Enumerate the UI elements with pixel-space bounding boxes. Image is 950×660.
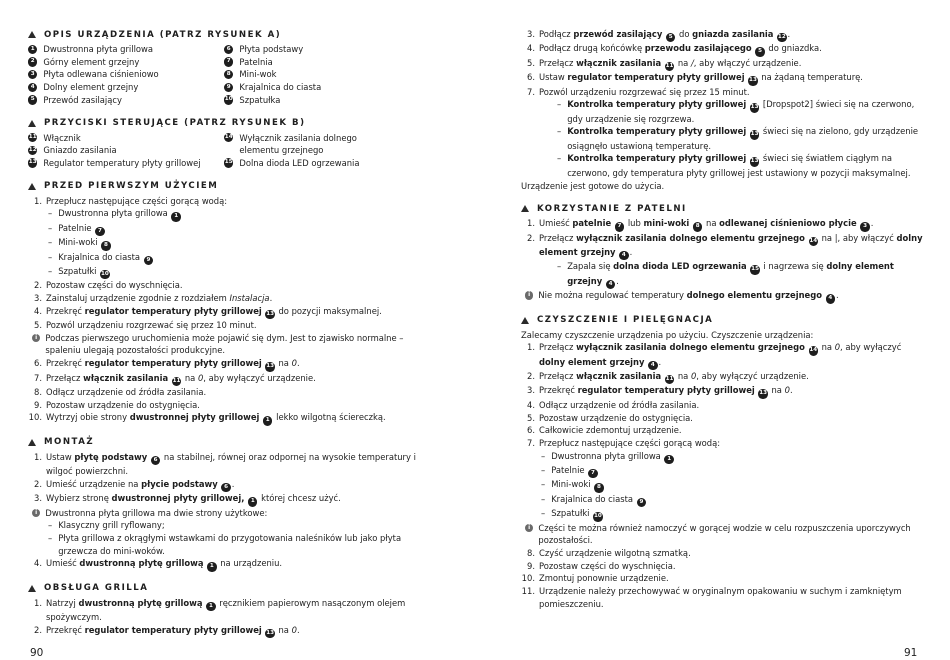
part-item: 9 Krajalnica do ciasta bbox=[224, 81, 424, 94]
parts-list bbox=[28, 43, 428, 107]
section-before-first-use bbox=[28, 180, 428, 426]
part-item: 12 Gniazdo zasilania bbox=[28, 145, 117, 156]
part-number-badge: 7 bbox=[615, 222, 624, 231]
section-assembly bbox=[28, 436, 428, 572]
part-number-badge: 1 bbox=[664, 455, 673, 464]
part-number-badge: 13 bbox=[265, 362, 274, 371]
info-note: i Nie można regulować temperatury dolnego elementu grzejnego 4 . bbox=[521, 289, 926, 303]
part-number-badge: 1 bbox=[263, 416, 272, 425]
part-number-badge: 14 bbox=[809, 237, 818, 246]
part-number-badge: 13 bbox=[758, 389, 767, 398]
list-item: 2. Przekręć regulator temperatury płyty grillowej 13 na 0. bbox=[28, 624, 428, 638]
part-number-badge: 5 bbox=[666, 33, 675, 42]
part-number-badge: 4 bbox=[648, 361, 657, 370]
list-item: 1. Umieść patelnie 7 lub mini-woki 8 na odlewanej ciśnieniowo płycie 3 . bbox=[521, 217, 926, 231]
list-item: 5. Pozostaw urządzenie do ostygnięcia. bbox=[527, 412, 693, 423]
part-number-badge: 7 bbox=[588, 469, 597, 478]
list-item: 1. Przepłucz następujące części gorącą wodą: bbox=[34, 195, 228, 206]
part-number-badge: 8 bbox=[224, 70, 233, 79]
list-item: 4. Podłącz drugą końcówkę przewodu zasilającego 5 do gniazdka. bbox=[521, 42, 926, 56]
list-item: 8. Czyść urządzenie wilgotną szmatką. bbox=[527, 548, 691, 559]
list-item: 5. Przełącz włącznik zasilania 11 na /, aby włączyć urządzenie. bbox=[521, 57, 926, 71]
part-number-badge: 3 bbox=[28, 70, 37, 79]
part-number-badge: 12 bbox=[28, 146, 37, 155]
section-title: KORZYSTANIE Z PATELNI bbox=[537, 203, 687, 214]
section-title: CZYSZCZENIE I PIELĘGNACJA bbox=[537, 315, 714, 326]
list-item: 7. Pozwól urządzeniu rozgrzewać się przez 15 minut. bbox=[527, 86, 750, 97]
list-item: 2. Przełącz włącznik zasilania 11 na 0, aby wyłączyć urządzenie. bbox=[521, 370, 926, 384]
part-number-badge: 1 bbox=[206, 602, 215, 611]
part-item: 3 Płyta odlewana ciśnieniowo bbox=[28, 68, 224, 81]
part-number-badge: 11 bbox=[665, 375, 674, 384]
part-number-badge: 12 bbox=[777, 33, 786, 42]
part-number-badge: 8 bbox=[101, 241, 110, 250]
sub-list-item: – Dwustronna płyta grillowa 1 bbox=[48, 207, 428, 221]
part-number-badge: 6 bbox=[221, 483, 230, 492]
part-number-badge: 2 bbox=[28, 57, 37, 66]
section-description bbox=[28, 28, 428, 107]
part-item: 7 Patelnia bbox=[224, 56, 424, 69]
part-number-badge: 11 bbox=[28, 133, 37, 142]
intro-text: Zalecamy czyszczenie urządzenia po użyciu. Czyszczenie urządzenia: bbox=[521, 329, 814, 340]
sub-list-item: – Dwustronna płyta grillowa 1 bbox=[541, 450, 926, 464]
part-item: 6 Płyta podstawy bbox=[224, 43, 424, 56]
left-page bbox=[28, 28, 428, 648]
right-page bbox=[521, 28, 926, 621]
part-number-badge: 1 bbox=[171, 212, 180, 221]
section-grill-operation bbox=[28, 582, 428, 638]
part-item: 10 Szpatułka bbox=[224, 94, 281, 105]
section-title: OBSŁUGA GRILLA bbox=[44, 583, 149, 594]
part-number-badge: 8 bbox=[594, 483, 603, 492]
part-number-badge: 11 bbox=[172, 377, 181, 386]
part-number-badge: 7 bbox=[224, 57, 233, 66]
section-cleaning bbox=[521, 314, 926, 611]
part-item: 11 Włącznik bbox=[28, 132, 81, 143]
list-item: 3. Podłącz przewód zasilający 5 do gniazda zasilania 12 . bbox=[521, 28, 926, 42]
part-number-badge: 6 bbox=[224, 45, 233, 54]
part-item: 2 Górny element grzejny bbox=[28, 56, 224, 69]
part-item: 5 Przewód zasilający bbox=[28, 94, 224, 107]
part-item: 13 Regulator temperatury płyty grillowej bbox=[28, 157, 201, 168]
list-item: 4. Umieść dwustronną płytę grillową 1 na urządzeniu. bbox=[28, 557, 428, 571]
list-item: 10. Wytrzyj obie strony dwustronnej płyty grillowej 1 lekko wilgotną ściereczką. bbox=[28, 411, 428, 425]
part-number-badge: 10 bbox=[224, 95, 233, 104]
sub-list-item: – Mini-woki 8 bbox=[48, 236, 428, 250]
page-number-left: 90 bbox=[30, 647, 44, 659]
sub-list-item: – Kontrolka temperatury płyty grillowej 13 świeci się światłem ciągłym na czerwono, gdy temperatura płyty grillowej jest ustawiony w pozycji maksymalnej. bbox=[557, 152, 926, 179]
info-note: i Dwustronna płyta grillowa ma dwie strony użytkowe: bbox=[28, 507, 428, 520]
info-icon: i bbox=[32, 334, 40, 342]
section-title: PRZED PIERWSZYM UŻYCIEM bbox=[44, 181, 219, 192]
list-item: 9. Pozostaw części do wyschnięcia. bbox=[527, 560, 676, 571]
list-item: 7. Przełącz włącznik zasilania 11 na 0, aby wyłączyć urządzenie. bbox=[28, 372, 428, 386]
list-item: 10. Zmontuj ponownie urządzenie. bbox=[521, 573, 669, 584]
warning-triangle-icon bbox=[521, 317, 529, 324]
part-item: 14 Wyłącznik zasilania dolnego elementu grzejnego bbox=[224, 132, 357, 156]
warning-triangle-icon bbox=[28, 120, 36, 127]
section-pans bbox=[521, 202, 926, 303]
list-item: 3. Wybierz stronę dwustronnej płyty grillowej, 1 której chcesz użyć. bbox=[28, 492, 428, 506]
part-number-badge: 15 bbox=[224, 158, 233, 167]
part-number-badge: 1 bbox=[28, 45, 37, 54]
part-number-badge: 6 bbox=[151, 456, 160, 465]
part-number-badge: 14 bbox=[809, 346, 818, 355]
ready-text: Urządzenie jest gotowe do użycia. bbox=[521, 180, 665, 191]
page-number-right: 91 bbox=[904, 647, 918, 659]
part-item: 1 Dwustronna płyta grillowa bbox=[28, 43, 224, 56]
list-item: 6. Przekręć regulator temperatury płyty grillowej 13 na 0. bbox=[28, 357, 428, 371]
info-icon: i bbox=[525, 524, 533, 532]
part-number-badge: 9 bbox=[144, 256, 153, 265]
part-number-badge: 8 bbox=[693, 222, 702, 231]
warning-triangle-icon bbox=[28, 183, 36, 190]
part-number-badge: 1 bbox=[248, 497, 257, 506]
part-number-badge: 14 bbox=[224, 133, 233, 142]
part-number-badge: 9 bbox=[637, 498, 646, 507]
section-title: MONTAŻ bbox=[44, 437, 95, 448]
sub-list-item: – Krajalnica do ciasta 9 bbox=[541, 493, 926, 507]
list-item: 2. Przełącz wyłącznik zasilania dolnego elementu grzejnego 14 na |, aby włączyć dolny element grzejny 4 . bbox=[521, 232, 926, 261]
sub-list-item: – Zapala się dolna dioda LED ogrzewania 15 i nagrzewa się dolny element grzejny 4 . bbox=[557, 260, 926, 289]
sub-list-item: – Szpatułki 10 bbox=[48, 265, 428, 279]
part-number-badge: 13 bbox=[750, 157, 759, 166]
warning-triangle-icon bbox=[28, 439, 36, 446]
list-item: 5. Pozwól urządzeniu rozgrzewać się przez 10 minut. bbox=[34, 320, 257, 331]
part-number-badge: 10 bbox=[100, 270, 109, 279]
info-note: i Podczas pierwszego uruchomienia może pojawić się dym. Jest to zjawisko normalne – spaleniu ulegają pozostałości produkcyjne. bbox=[28, 332, 428, 357]
part-number-badge: 1 bbox=[207, 562, 216, 571]
part-number-badge: 3 bbox=[860, 222, 869, 231]
part-number-badge: 4 bbox=[826, 294, 835, 303]
part-number-badge: 13 bbox=[748, 76, 757, 85]
sub-list-item: – Krajalnica do ciasta 9 bbox=[48, 251, 428, 265]
sub-list-item: – Kontrolka temperatury płyty grillowej 13 świeci się na zielono, gdy urządzenie osiągnęło ustawioną temperaturę. bbox=[557, 125, 926, 152]
part-number-badge: 4 bbox=[28, 83, 37, 92]
list-item: 1. Ustaw płytę podstawy 6 na stabilnej, równej oraz odpornej na wysokie temperatury i wilgoć powierzchni. bbox=[34, 451, 416, 477]
part-number-badge: 11 bbox=[665, 62, 674, 71]
list-item: 9. Pozostaw urządzenie do ostygnięcia. bbox=[34, 399, 200, 410]
sub-list-item: – Patelnie 7 bbox=[541, 464, 926, 478]
list-item: 6. Całkowicie zdemontuj urządzenie. bbox=[527, 425, 682, 436]
section-controls bbox=[28, 117, 428, 170]
warning-triangle-icon bbox=[28, 585, 36, 592]
list-item: 8. Odłącz urządzenie od źródła zasilania. bbox=[34, 386, 207, 397]
warning-triangle-icon bbox=[521, 205, 529, 212]
sub-list-item: – Płyta grillowa z okrągłymi wstawkami do przygotowania naleśników lub jako płyta grzewcza do mini-woków. bbox=[48, 532, 428, 557]
sub-list-item: – Klasyczny grill ryflowany; bbox=[48, 519, 428, 532]
list-item: 2. Umieść urządzenie na płycie podstawy 6 . bbox=[28, 478, 428, 492]
part-number-badge: 13 bbox=[265, 310, 274, 319]
part-item: 4 Dolny element grzejny bbox=[28, 81, 224, 94]
info-icon: i bbox=[32, 509, 40, 517]
part-number-badge: 4 bbox=[606, 280, 615, 289]
part-number-badge: 4 bbox=[619, 251, 628, 260]
info-icon: i bbox=[525, 291, 533, 299]
sub-list-item: – Patelnie 7 bbox=[48, 222, 428, 236]
warning-triangle-icon bbox=[28, 31, 36, 38]
sub-list-item: – Szpatułki 10 bbox=[541, 507, 926, 521]
list-item: 4. Przekręć regulator temperatury płyty grillowej 13 do pozycji maksymalnej. bbox=[28, 305, 428, 319]
list-item: 6. Ustaw regulator temperatury płyty grillowej 13 na żądaną temperaturę. bbox=[521, 71, 926, 85]
part-number-badge: 15 bbox=[750, 265, 759, 274]
list-item: 3. Zainstaluj urządzenie zgodnie z rozdziałem Instalacja. bbox=[34, 292, 273, 303]
section-title: PRZYCISKI STERUJĄCE (PATRZ RYSUNEK B) bbox=[44, 118, 306, 129]
part-item: 8 Mini-wok bbox=[224, 68, 424, 81]
section-grill-operation-continued bbox=[521, 28, 926, 192]
info-note: i Części te można również namoczyć w gorącej wodzie w celu rozpuszczenia uporczywych pozostałości. bbox=[521, 522, 926, 547]
sub-list-item: – Kontrolka temperatury płyty grillowej 13 [Dropspot2] świeci się na czerwono, gdy urządzenie się rozgrzewa. bbox=[557, 98, 926, 125]
part-number-badge: 13 bbox=[265, 629, 274, 638]
part-number-badge: 13 bbox=[28, 158, 37, 167]
part-number-badge: 10 bbox=[593, 512, 602, 521]
part-number-badge: 7 bbox=[95, 227, 104, 236]
part-number-badge: 9 bbox=[224, 83, 233, 92]
part-number-badge: 5 bbox=[28, 95, 37, 104]
list-item: 11. Urządzenie należy przechowywać w oryginalnym opakowaniu w suchym i zamkniętym pomieszczeniu. bbox=[521, 586, 902, 609]
list-item: 1. Przełącz wyłącznik zasilania dolnego elementu grzejnego 14 na 0, aby wyłączyć dolny element grzejny 4 . bbox=[521, 341, 926, 370]
list-item: 7. Przepłucz następujące części gorącą wodą: bbox=[527, 437, 721, 448]
part-number-badge: 13 bbox=[750, 103, 759, 112]
sub-list-item: – Mini-woki 8 bbox=[541, 478, 926, 492]
controls-list bbox=[28, 132, 428, 170]
list-item: 4. Odłącz urządzenie od źródła zasilania. bbox=[527, 399, 700, 410]
part-number-badge: 13 bbox=[750, 130, 759, 139]
part-item: 15 Dolna dioda LED ogrzewania bbox=[224, 157, 360, 168]
section-title: OPIS URZĄDZENIA (PATRZ RYSUNEK A) bbox=[44, 29, 282, 40]
list-item: 2. Pozostaw części do wyschnięcia. bbox=[34, 280, 183, 291]
list-item: 1. Natrzyj dwustronną płytę grillową 1 ręcznikiem papierowym nasączonym olejem spożywczym. bbox=[34, 597, 406, 623]
part-number-badge: 5 bbox=[755, 47, 764, 56]
list-item: 3. Przekręć regulator temperatury płyty grillowej 13 na 0. bbox=[521, 384, 926, 398]
